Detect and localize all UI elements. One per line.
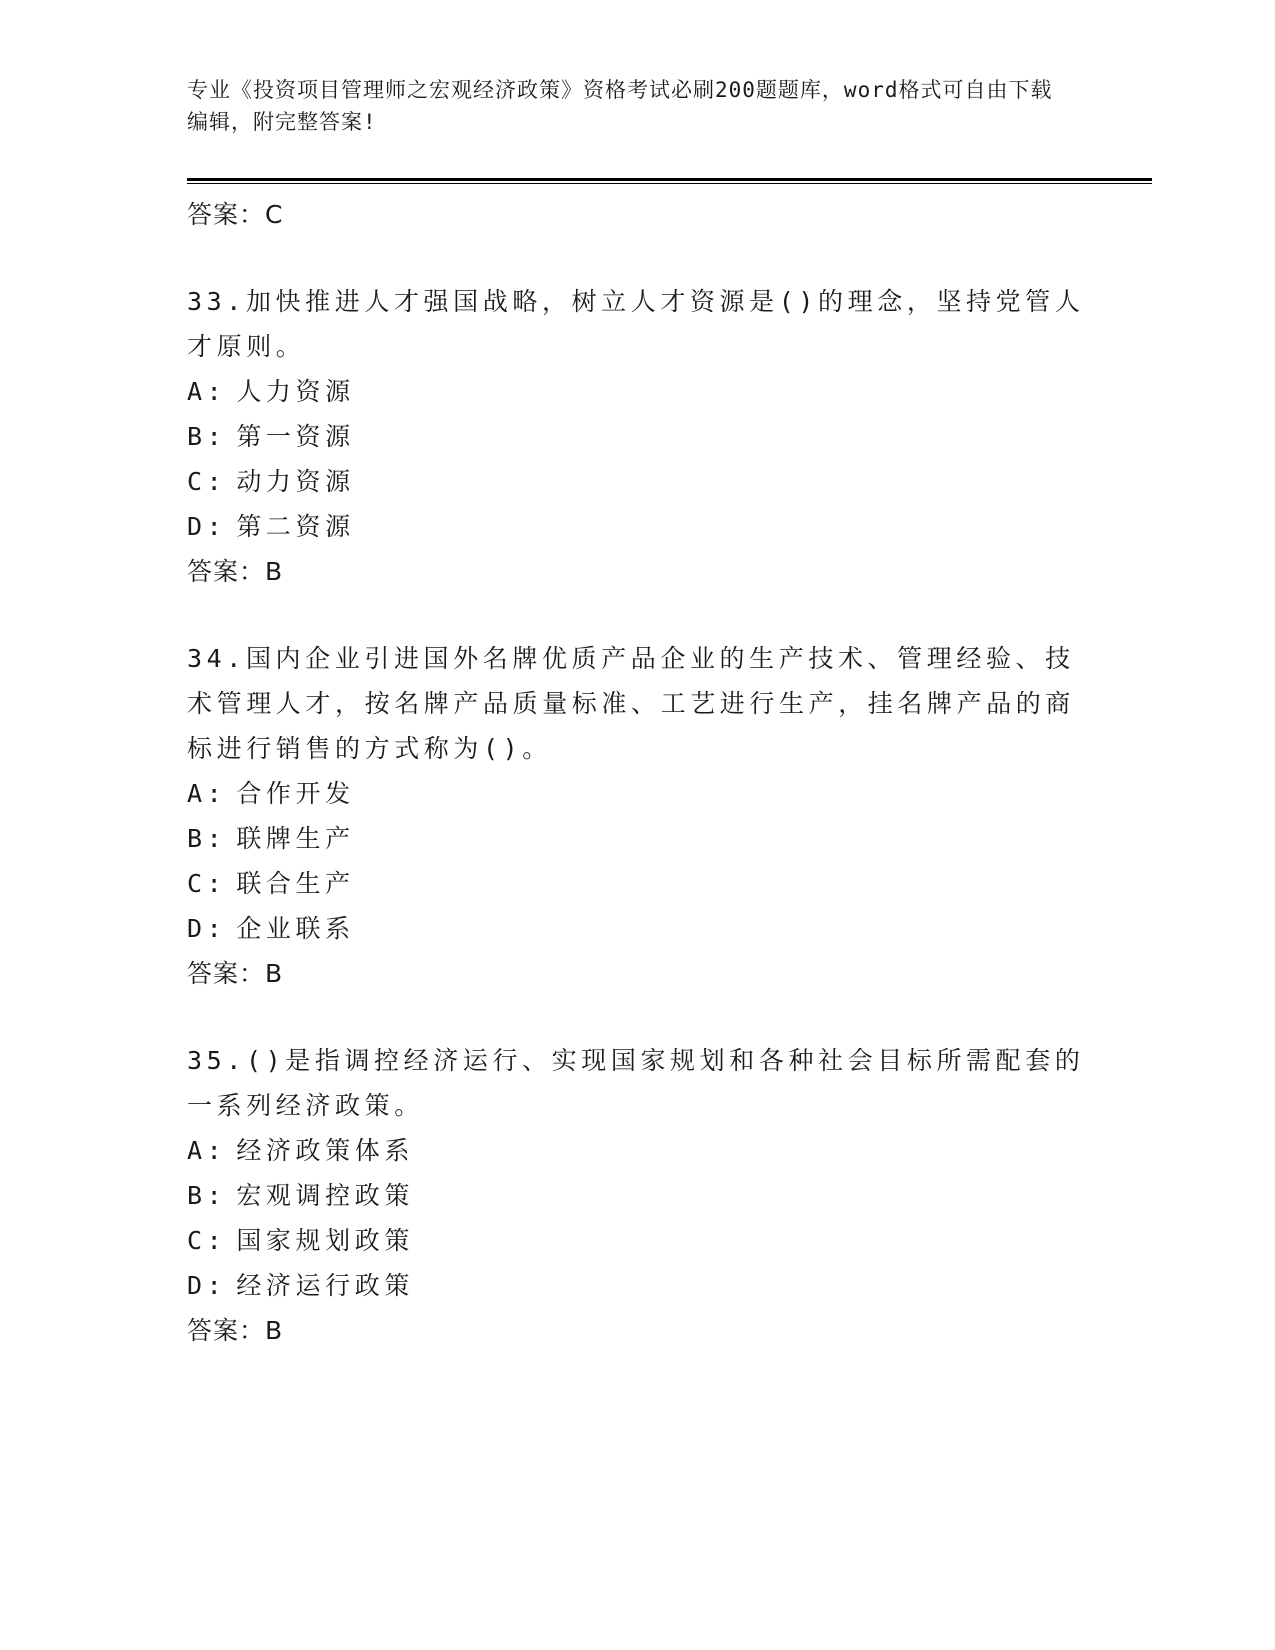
option-c xyxy=(187,459,1087,504)
option-a xyxy=(187,369,1087,414)
question-35 xyxy=(187,1038,1087,1353)
option-label: B: xyxy=(187,1181,227,1210)
option-text: 第二资源 xyxy=(236,512,355,541)
option-b xyxy=(187,816,1087,861)
question-answer: 答案：B xyxy=(187,1316,284,1345)
option-label: A: xyxy=(187,377,227,406)
question-stem: 35.()是指调控经济运行、实现国家规划和各种社会目标所需配套的一系列经济政策。 xyxy=(187,1046,1085,1120)
option-b xyxy=(187,1173,1087,1218)
previous-answer: 答案：C xyxy=(187,200,284,229)
option-a xyxy=(187,1128,1087,1173)
option-label: C: xyxy=(187,1226,227,1255)
option-text: 联牌生产 xyxy=(236,824,355,853)
option-label: D: xyxy=(187,512,227,541)
option-text: 企业联系 xyxy=(236,914,355,943)
option-label: D: xyxy=(187,1271,227,1300)
option-c xyxy=(187,1218,1087,1263)
question-answer: 答案：B xyxy=(187,557,284,586)
option-label: A: xyxy=(187,779,227,808)
option-text: 宏观调控政策 xyxy=(236,1181,414,1210)
option-label: B: xyxy=(187,824,227,853)
header-divider-thick xyxy=(187,178,1152,181)
question-stem: 34.国内企业引进国外名牌优质产品企业的生产技术、管理经验、技术管理人才，按名牌产品质量标准、工艺进行生产，挂名牌产品的商标进行销售的方式称为()。 xyxy=(187,644,1076,763)
option-b xyxy=(187,414,1087,459)
document-header xyxy=(187,74,1067,138)
option-text: 经济运行政策 xyxy=(236,1271,414,1300)
option-d xyxy=(187,504,1087,549)
header-divider-thin xyxy=(187,183,1152,184)
option-text: 第一资源 xyxy=(236,422,355,451)
option-d xyxy=(187,906,1087,951)
option-text: 人力资源 xyxy=(236,377,355,406)
option-text: 国家规划政策 xyxy=(236,1226,414,1255)
question-34 xyxy=(187,636,1087,996)
header-title: 专业《投资项目管理师之宏观经济政策》资格考试必刷200题题库，word格式可自由下载编辑，附完整答案! xyxy=(187,78,1053,134)
option-label: C: xyxy=(187,869,227,898)
option-label: C: xyxy=(187,467,227,496)
question-list xyxy=(187,188,1087,1353)
option-c xyxy=(187,861,1087,906)
question-stem: 33.加快推进人才强国战略，树立人才资源是()的理念，坚持党管人才原则。 xyxy=(187,287,1085,361)
option-label: A: xyxy=(187,1136,227,1165)
option-label: D: xyxy=(187,914,227,943)
option-d xyxy=(187,1263,1087,1308)
question-answer: 答案：B xyxy=(187,959,284,988)
question-33 xyxy=(187,279,1087,594)
option-label: B: xyxy=(187,422,227,451)
option-text: 经济政策体系 xyxy=(236,1136,414,1165)
option-text: 动力资源 xyxy=(236,467,355,496)
option-text: 合作开发 xyxy=(236,779,355,808)
option-a xyxy=(187,771,1087,816)
option-text: 联合生产 xyxy=(236,869,355,898)
